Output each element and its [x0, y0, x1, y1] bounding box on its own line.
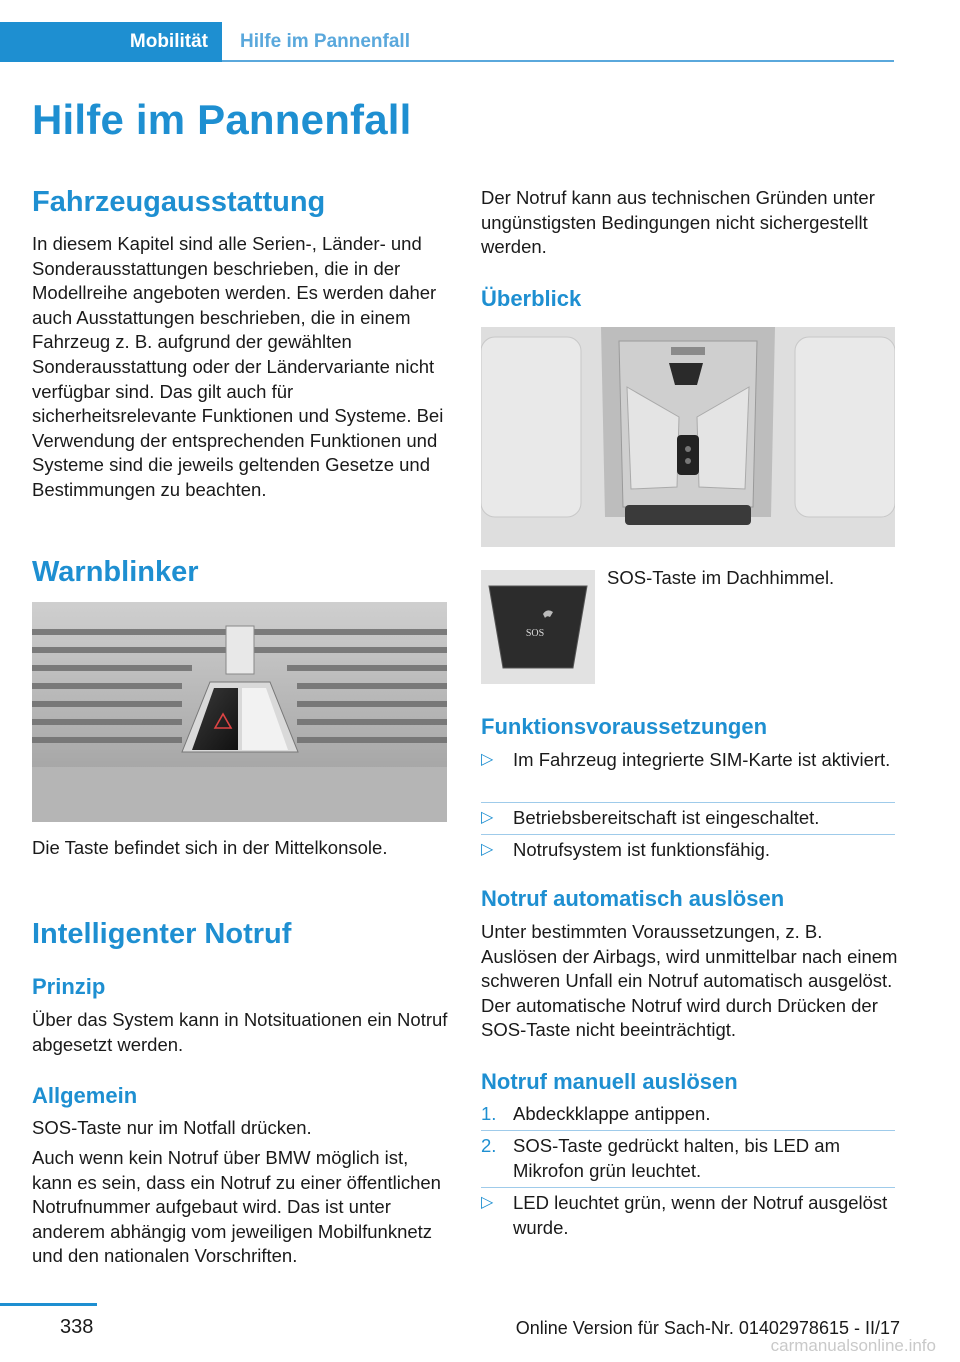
list-item: ▷ Im Fahrzeug integrierte SIM-Karte ist aktiviert.	[481, 748, 901, 773]
paragraph-prinzip: Über das System kann in Notsituationen ein Notruf abgesetzt werden.	[32, 1009, 448, 1055]
list-item: ▷ Notrufsystem ist funktionsfähig.	[481, 838, 901, 863]
hazard-console-illustration	[32, 602, 447, 822]
heading-funktionsvoraussetzungen: Funktionsvoraussetzungen	[481, 714, 768, 739]
header-tab-section	[0, 22, 222, 62]
heading-prinzip: Prinzip	[32, 974, 106, 999]
heading-intelligenter-notruf: Intelligenter Notruf	[32, 918, 292, 950]
list-item: ▷ LED leuchtet grün, wenn der Notruf ausgelöst wurde.	[481, 1192, 888, 1238]
heading-warnblinker: Warnblinker	[32, 556, 199, 588]
page-title: Hilfe im Pannenfall	[32, 96, 412, 143]
sos-button-illustration	[481, 570, 595, 684]
figure-warnblinker	[32, 602, 447, 822]
list-separator	[481, 834, 895, 835]
footer-rule	[0, 1303, 97, 1306]
list-separator	[481, 1130, 895, 1131]
header-tab-chapter: Hilfe im Pannenfall	[240, 31, 410, 52]
watermark-text: carmanualsonline.info	[770, 1336, 936, 1355]
list-item: 1. Abdeckklappe antippen.	[481, 1103, 711, 1124]
list-item: ▷ Betriebsbereitschaft ist eingeschaltet.	[481, 806, 901, 831]
triangle-bullet-icon: ▷	[481, 841, 494, 858]
heading-fahrzeugausstattung: Fahrzeugausstattung	[32, 186, 326, 218]
caption-sos-taste: SOS-Taste im Dachhimmel.	[607, 567, 835, 588]
list-item: 2. SOS-Taste gedrückt halten, bis LED am Mikrofon grün leuchtet.	[481, 1135, 840, 1181]
sos-button-label: SOS	[525, 628, 545, 639]
heading-allgemein: Allgemein	[32, 1083, 138, 1108]
heading-notruf-automatisch: Notruf automatisch auslösen	[481, 886, 785, 911]
paragraph-allgemein-2: Auch wenn kein Notruf über BMW möglich ist, kann es sein, dass ein Notruf zu einer öffentlichen Notrufnummer aufgebaut wird. Das ist unter anderem abhängig vom jeweiligen Mobilfunknetz und den nationalen Vorschriften.	[32, 1147, 441, 1267]
paragraph-fahrzeugausstattung: In diesem Kapitel sind alle Serien-, Länder- und Sonderausstattungen beschrieben, die in der Modellreihe angeboten werden. Es werden daher auch Ausstattungen beschrieben, die in einem Fahrzeug z. B. aufgrund der gewählten Sonderausstattung oder der Ländervariante nicht verfügbar sind. Das gilt auch für sicherheitsrelevante Funktionen und Systeme. Bei Verwendung der entsprechenden Funktionen und Systeme sind die jeweils geltenden Gesetze und Bestimmungen zu beachten.	[32, 233, 444, 500]
header-tab-section-label: Mobilität	[129, 31, 208, 52]
paragraph-allgemein-1: SOS-Taste nur im Notfall drücken.	[32, 1117, 312, 1138]
header-rule	[222, 60, 894, 62]
triangle-bullet-icon: ▷	[481, 809, 494, 826]
figure-dachhimmel	[481, 327, 895, 547]
page-number: 338	[60, 1316, 94, 1338]
list-separator	[481, 1187, 895, 1188]
footer-online-version: Online Version für Sach-Nr. 01402978615 - II/17	[515, 1318, 900, 1338]
paragraph-notruf-intro: Der Notruf kann aus technischen Gründen unter ungünstigsten Bedingungen nicht sichergestellt werden.	[481, 187, 875, 258]
list-separator	[481, 802, 895, 803]
overhead-console-illustration	[481, 327, 895, 547]
heading-ueberblick: Überblick	[481, 286, 582, 311]
heading-notruf-manuell: Notruf manuell auslösen	[481, 1069, 738, 1094]
caption-warnblinker: Die Taste befindet sich in der Mittelkonsole.	[32, 837, 388, 858]
triangle-bullet-icon: ▷	[481, 1194, 494, 1211]
figure-sos-taste	[481, 570, 595, 684]
triangle-bullet-icon: ▷	[481, 751, 494, 768]
paragraph-notruf-automatisch: Unter bestimmten Voraussetzungen, z. B. Auslösen der Airbags, wird unmittelbar nach einem schweren Unfall ein Notruf automatisch ausgelöst. Der automatische Notruf wird durch Drücken der SOS-Taste nicht beeinträchtigt.	[481, 921, 898, 1041]
